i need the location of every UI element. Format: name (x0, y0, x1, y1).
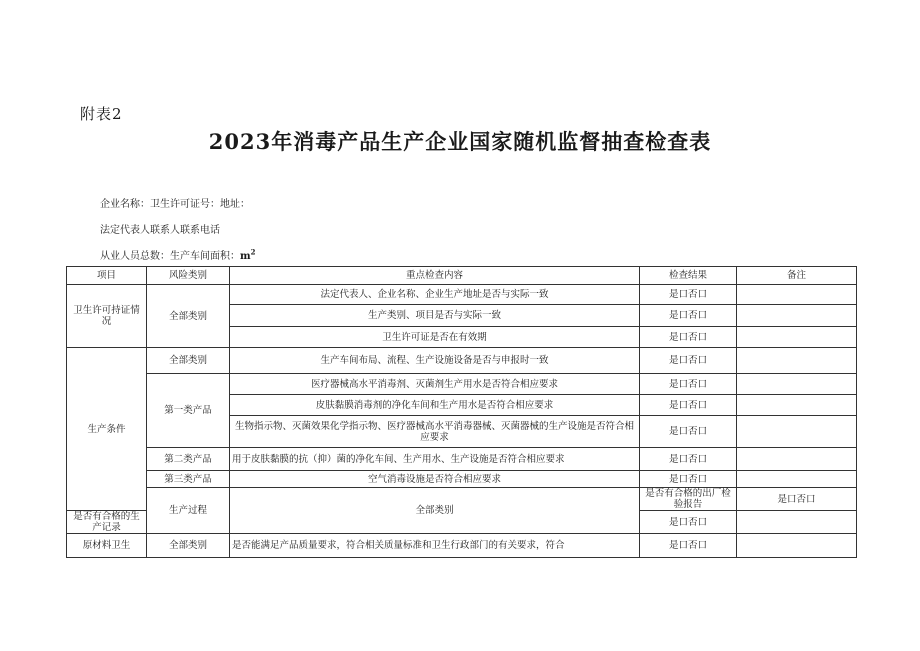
content-cell: 是否有合格的出厂检验报告 (640, 488, 737, 511)
header-risk: 风险类别 (147, 267, 230, 285)
risk-cell: 全部类别 (147, 285, 230, 348)
remark-cell[interactable] (737, 305, 857, 327)
item-cell-process: 生产过程 (147, 488, 230, 534)
contact-info-line: 法定代表人联系人联系电话 (100, 225, 220, 236)
remark-cell[interactable] (737, 374, 857, 395)
content-cell: 生产类别、项目是否与实际一致 (230, 305, 640, 327)
result-cell: 是口否口 (640, 327, 737, 348)
content-cell: 卫生许可证是否在有效期 (230, 327, 640, 348)
remark-cell[interactable] (737, 534, 857, 558)
header-result: 检查结果 (640, 267, 737, 285)
remark-cell[interactable] (737, 348, 857, 374)
result-cell: 是口否口 (640, 305, 737, 327)
item-cell-license: 卫生许可持证情况 (67, 285, 147, 348)
content-cell: 生产车间布局、流程、生产设施设备是否与申报时一致 (230, 348, 640, 374)
remark-cell[interactable] (737, 285, 857, 305)
result-cell: 是口否口 (640, 448, 737, 471)
inspection-table (66, 266, 857, 558)
remark-cell[interactable] (737, 327, 857, 348)
result-cell: 是口否口 (640, 395, 737, 416)
document-title: 2023年消毒产品生产企业国家随机监督抽查检查表 (208, 129, 712, 154)
result-cell: 是口否口 (640, 374, 737, 395)
item-cell-materials: 原材料卫生 (67, 534, 147, 558)
content-cell: 法定代表人、企业名称、企业生产地址是否与实际一致 (230, 285, 640, 305)
result-cell: 是口否口 (640, 534, 737, 558)
result-cell: 是口否口 (640, 348, 737, 374)
remark-cell[interactable] (737, 511, 857, 534)
table-row (67, 488, 857, 511)
risk-cell: 全部类别 (147, 534, 230, 558)
table-row (67, 285, 857, 305)
remark-cell[interactable] (737, 416, 857, 448)
item-cell-conditions: 生产条件 (67, 348, 147, 511)
content-cell: 是否有合格的生产记录 (67, 511, 147, 534)
table-row (67, 471, 857, 488)
table-header-row (67, 267, 857, 285)
content-cell: 空气消毒设施是否符合相应要求 (230, 471, 640, 488)
staff-area-line (100, 247, 255, 262)
area-unit-exponent: 2 (250, 247, 256, 257)
table-row (67, 374, 857, 395)
content-cell: 医疗器械高水平消毒剂、灭菌剂生产用水是否符合相应要求 (230, 374, 640, 395)
result-cell: 是口否口 (640, 471, 737, 488)
risk-cell: 全部类别 (230, 488, 640, 534)
result-cell: 是口否口 (737, 488, 857, 511)
result-cell: 是口否口 (640, 285, 737, 305)
header-item: 项目 (67, 267, 147, 285)
header-remark: 备注 (737, 267, 857, 285)
risk-cell: 第三类产品 (147, 471, 230, 488)
content-cell: 生物指示物、灭菌效果化学指示物、医疗器械高水平消毒器械、灭菌器械的生产设施是否符合相应要求 (230, 416, 640, 448)
enterprise-info-line: 企业名称：卫生许可证号：地址： (100, 199, 250, 210)
result-cell: 是口否口 (640, 511, 737, 534)
content-cell: 皮肤黏膜消毒剂的净化车间和生产用水是否符合相应要求 (230, 395, 640, 416)
remark-cell[interactable] (737, 471, 857, 488)
result-cell: 是口否口 (640, 416, 737, 448)
table-row (67, 534, 857, 558)
remark-cell[interactable] (737, 395, 857, 416)
risk-cell: 第一类产品 (147, 374, 230, 448)
content-cell: 是否能满足产品质量要求，符合相关质量标准和卫生行政部门的有关要求，符合 (230, 534, 640, 558)
remark-cell[interactable] (737, 448, 857, 471)
risk-cell: 第二类产品 (147, 448, 230, 471)
area-unit: m (240, 251, 251, 262)
table-row (67, 448, 857, 471)
table-row (67, 348, 857, 374)
risk-cell: 全部类别 (147, 348, 230, 374)
header-content: 重点检查内容 (230, 267, 640, 285)
staff-area-label: 从业人员总数：生产车间面积： (100, 251, 240, 262)
attachment-label: 附表2 (80, 105, 123, 123)
content-cell: 用于皮肤黏膜的抗（抑）菌的净化车间、生产用水、生产设施是否符合相应要求 (230, 448, 640, 471)
